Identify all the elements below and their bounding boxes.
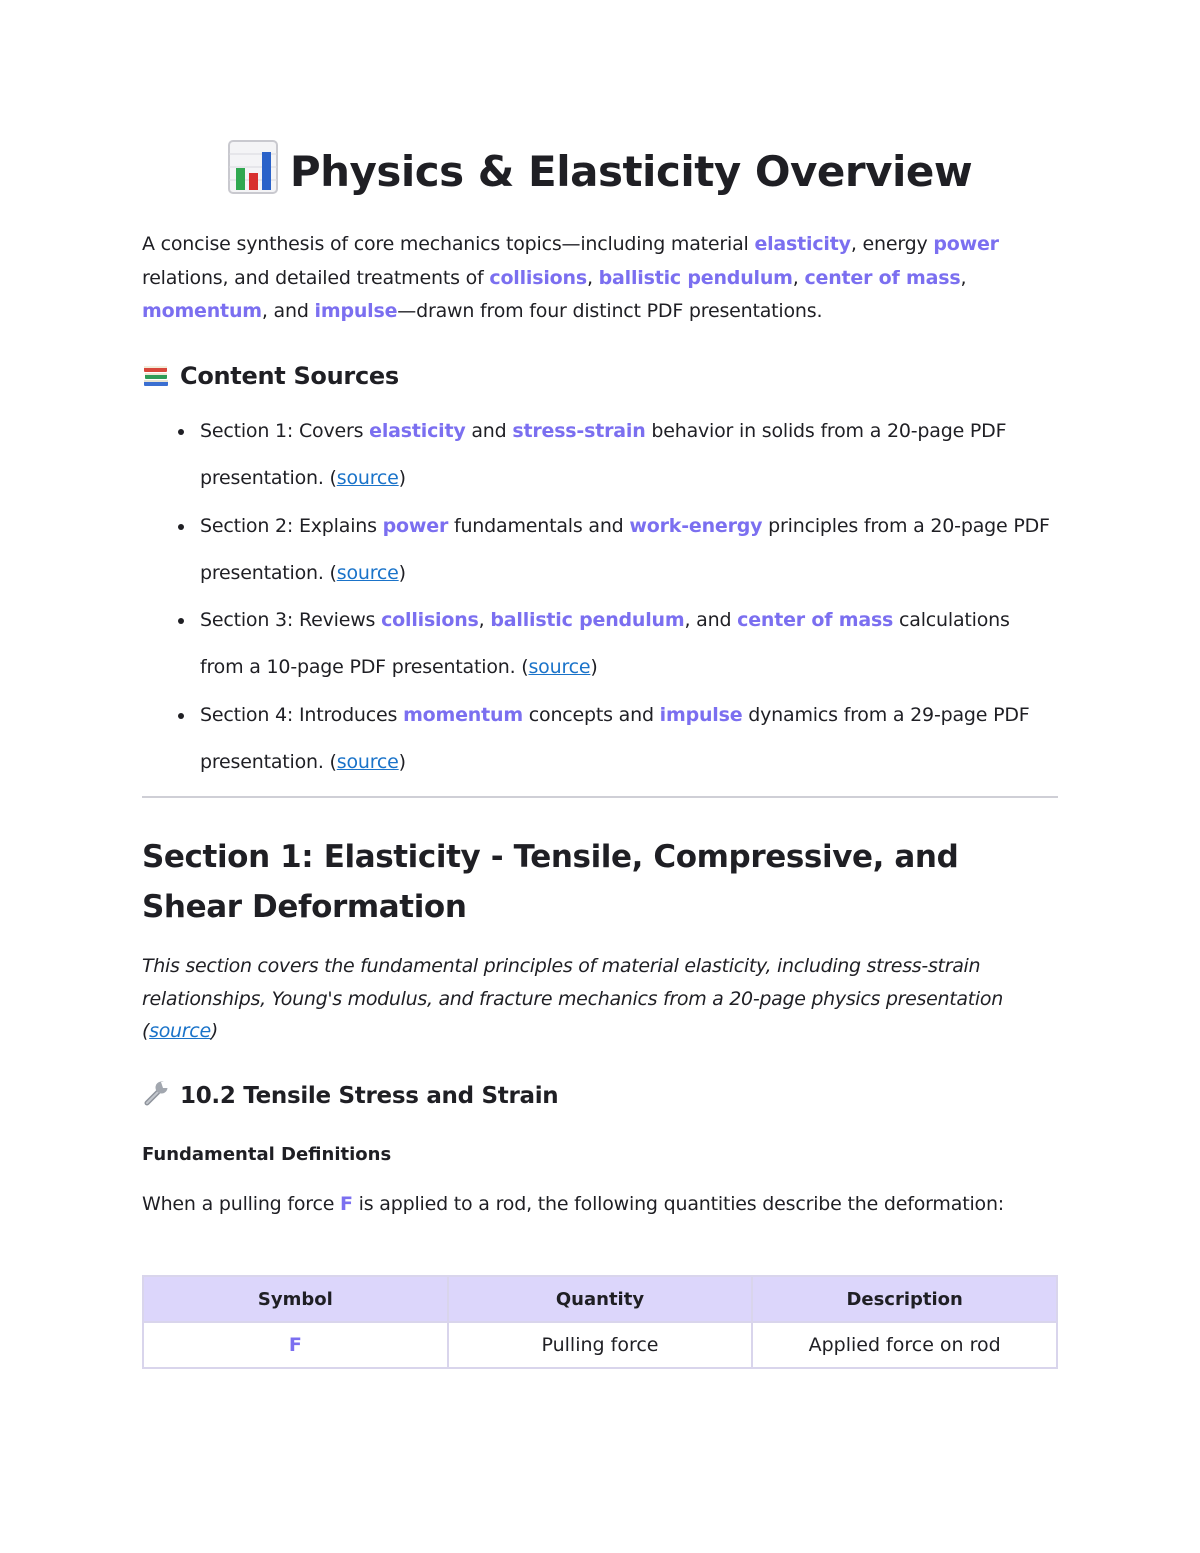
keyword: elasticity [754, 233, 851, 255]
table-cell: F [143, 1322, 448, 1368]
keyword: F [340, 1193, 353, 1215]
source-link[interactable]: source [336, 467, 399, 489]
definitions-heading: Fundamental Definitions [142, 1144, 392, 1165]
definitions-table [142, 1275, 1058, 1369]
keyword: momentum [403, 703, 523, 726]
table-header-row [143, 1276, 1057, 1322]
keyword: center of mass [737, 609, 894, 631]
column-header: Symbol [143, 1276, 448, 1322]
section-1-heading: Section 1: Elasticity - Tensile, Compressive, and Shear Deformation [142, 839, 959, 925]
column-header: Quantity [448, 1276, 753, 1322]
content-sources-list [200, 408, 1058, 786]
keyword: elasticity [369, 420, 466, 442]
keyword: momentum [142, 300, 262, 322]
keyword: collisions [381, 609, 479, 631]
list-item: Section 3: Reviews collisions, ballistic pendulum, and center of mass calculations from a 10-page PDF presentation. (source) [200, 597, 1058, 692]
subsection-heading: 10.2 Tensile Stress and Strain [142, 1076, 558, 1116]
keyword: ballistic pendulum [598, 266, 793, 289]
list-item: Section 1: Covers elasticity and stress-strain behavior in solids from a 20-page PDF presentation. (source) [200, 408, 1058, 503]
bullet [178, 524, 184, 530]
bar-chart-icon [228, 140, 278, 194]
definitions-paragraph: When a pulling force F is applied to a rod, the following quantities describe the deformation: [142, 1193, 1004, 1215]
keyword: power [382, 514, 449, 537]
column-header: Description [752, 1276, 1057, 1322]
source-link[interactable]: source [336, 561, 399, 584]
source-link[interactable]: source [528, 656, 591, 678]
list-item: Section 2: Explains power fundamentals and work-energy principles from a 20-page PDF presentation. (source) [200, 503, 1058, 598]
wrench-icon [142, 1079, 170, 1107]
source-link[interactable]: source [336, 750, 399, 773]
bullet [178, 618, 184, 624]
books-icon [142, 361, 170, 389]
keyword: power [933, 233, 999, 255]
table-cell: Applied force on rod [752, 1322, 1057, 1368]
divider [142, 796, 1058, 798]
keyword: impulse [659, 703, 743, 726]
page-title-text: Physics & Elasticity Overview [289, 147, 973, 196]
content-sources-heading: Content Sources [142, 356, 399, 396]
keyword: impulse [314, 300, 398, 322]
keyword: ballistic pendulum [490, 609, 685, 631]
list-item: Section 4: Introduces momentum concepts and impulse dynamics from a 29-page PDF presentation. (source) [200, 692, 1058, 787]
table-cell: Pulling force [448, 1322, 753, 1368]
source-link[interactable]: source [149, 1020, 211, 1042]
keyword: stress-strain [512, 420, 646, 442]
section-summary: This section covers the fundamental principles of material elasticity, including stress-strain relationships, Young's modulus, and fracture mechanics from a 20-page physics presentation (source) [142, 955, 1003, 1042]
intro-paragraph: A concise synthesis of core mechanics topics—including material elasticity, energy power relations, and detailed treatments of collisions, ballistic pendulum, center of mass, momentum, and impulse—drawn from four distinct PDF presentations. [142, 233, 999, 322]
keyword: center of mass [804, 266, 961, 289]
page-title [142, 140, 1058, 204]
table-row [143, 1322, 1057, 1368]
bullet [178, 713, 184, 719]
keyword: collisions [489, 266, 587, 289]
bullet [178, 429, 184, 435]
keyword: work-energy [629, 514, 763, 537]
